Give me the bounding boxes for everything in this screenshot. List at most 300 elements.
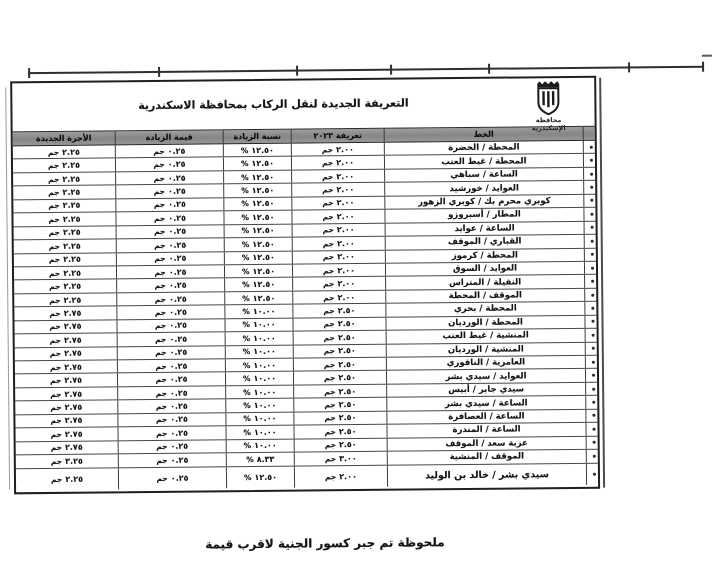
currency-label: جم [153, 160, 165, 170]
currency-label: جم [153, 200, 166, 210]
increase-pct-cell: % ١٢.٥٠ [224, 157, 292, 170]
currency-label: جم [47, 147, 60, 157]
row-marker-cell [585, 302, 600, 315]
currency-label: جم [48, 268, 61, 278]
new-fare-cell: جم ٢.٢٥ [14, 239, 117, 252]
increase-value-cell: جم ٠.٢٥ [117, 279, 225, 292]
tariff-2023-cell: جم ٢.٠٠ [295, 465, 388, 487]
increase-pct-cell: % ١٠.٠٠ [227, 439, 295, 452]
increase-value-cell: جم ٠.٢٥ [116, 144, 224, 157]
row-marker-dot [593, 428, 596, 431]
currency-label: جم [323, 292, 335, 302]
currency-label: جم [48, 201, 60, 211]
new-fare-cell: جم ٢.٢٥ [13, 172, 116, 185]
percent-sign: % [240, 159, 249, 169]
row-marker-cell [585, 221, 600, 234]
currency-label: جم [322, 185, 334, 195]
new-fare-cell: جم ٢.٧٥ [15, 387, 118, 400]
header-new-fare: الأجرة الجديدة [13, 131, 116, 145]
route-name-cell: الساعة / العصافرة [387, 410, 586, 424]
increase-value-cell: جم ٠.٢٥ [118, 386, 226, 399]
tariff-2023-cell: جم ٢.٥٠ [294, 344, 387, 357]
tariff-2023-cell: جم ٢.٠٠ [293, 250, 386, 263]
percent-sign: % [242, 293, 250, 303]
currency-label: جم [154, 267, 166, 277]
percent-sign: % [243, 414, 251, 424]
currency-label: جم [322, 239, 335, 249]
percent-sign: % [241, 199, 249, 209]
new-fare-cell: جم ٢.٧٥ [15, 360, 118, 373]
route-name-cell: الساعة / سباهي [385, 168, 584, 182]
increase-pct-cell: % ١٢.٥٠ [225, 291, 293, 304]
route-name-cell: سيدي بشر / خالد بن الوليد [388, 463, 587, 486]
increase-value-cell: جم ٠.٢٥ [117, 292, 225, 305]
currency-label: جم [154, 280, 166, 291]
new-fare-cell: جم ٢.٧٥ [15, 401, 118, 414]
currency-label: جم [155, 388, 168, 398]
row-marker-cell [585, 275, 600, 288]
route-name-cell: الساعة / المندرة [387, 423, 586, 437]
row-marker-cell [586, 383, 601, 396]
new-fare-cell: جم ٢.٢٥ [14, 266, 117, 279]
increase-value-cell: جم ٠.٢٥ [118, 413, 226, 426]
currency-label: جم [155, 375, 167, 385]
tariff-2023-cell: جم ٢.٠٠ [292, 143, 385, 156]
currency-label: جم [324, 400, 336, 410]
route-name-cell: العوايد / السوق [386, 262, 585, 276]
percent-sign: % [242, 280, 250, 290]
new-fare-cell: جم ٢.٧٥ [15, 347, 118, 360]
currency-label: جم [156, 442, 168, 452]
percent-sign: % [242, 360, 251, 370]
new-fare-cell: جم ٢.٢٥ [14, 293, 117, 306]
route-name-cell: القباري / الموقف [386, 235, 585, 249]
currency-label: جم [155, 334, 167, 344]
row-marker-cell [584, 181, 599, 194]
tariff-2023-cell: جم ٢.٠٠ [292, 170, 385, 183]
currency-label: جم [324, 413, 336, 423]
percent-sign: % [246, 454, 254, 464]
increase-pct-cell: % ١٢.٥٠ [225, 251, 293, 264]
increase-pct-cell: % ١٠.٠٠ [226, 426, 294, 439]
increase-pct-cell: % ١٢.٥٠ [224, 144, 292, 157]
currency-label: جم [47, 161, 60, 171]
currency-label: جم [323, 346, 336, 356]
row-marker-cell [585, 248, 600, 261]
row-marker-dot [592, 387, 595, 390]
currency-label: جم [48, 241, 61, 251]
route-name-cell: العوايد / سيدي بشر [387, 369, 586, 383]
route-name-cell: كوبري محرم بك / كوبري الزهور [385, 195, 584, 209]
strip-tick [158, 67, 160, 77]
row-marker-dot [591, 293, 594, 296]
fare-table [10, 76, 600, 495]
increase-pct-cell: % ١٠.٠٠ [226, 332, 294, 345]
route-name-cell: العامرية / الناقوري [387, 356, 586, 370]
tariff-2023-cell: جم ٢.٠٠ [293, 291, 386, 304]
new-fare-cell: جم ٢.٧٥ [15, 333, 118, 346]
increase-value-cell: جم ٠.٢٥ [117, 238, 225, 251]
currency-label: جم [48, 174, 60, 184]
currency-label: جم [153, 186, 166, 197]
row-marker-dot [592, 414, 595, 417]
row-marker-dot [590, 159, 593, 162]
new-fare-cell: جم ٢.٧٥ [14, 307, 117, 320]
percent-sign: % [241, 253, 250, 263]
currency-label: جم [48, 187, 60, 198]
new-fare-cell: جم ٢.٢٥ [13, 159, 116, 172]
currency-label: جم [50, 416, 62, 426]
row-marker-dot [592, 347, 595, 350]
increase-pct-cell: % ١٢.٥٠ [224, 211, 292, 224]
currency-label: جم [48, 214, 60, 224]
currency-label: جم [322, 225, 334, 235]
strip-tick [28, 68, 30, 78]
scan-top-strip [28, 66, 704, 74]
currency-label: جم [155, 361, 167, 371]
increase-pct-cell: % ٨.٣٣ [227, 453, 295, 466]
currency-label: جم [49, 322, 61, 332]
increase-pct-cell: % ١٠.٠٠ [226, 412, 294, 425]
increase-pct-cell: % ١٢.٥٠ [225, 265, 293, 278]
currency-label: جم [154, 254, 166, 264]
row-marker-dot [590, 213, 593, 216]
percent-sign: % [243, 401, 251, 411]
route-name-cell: المحطة / غيط العنب [385, 154, 584, 168]
currency-label: جم [324, 440, 337, 450]
route-name-cell: الساعة / عوايد [386, 221, 585, 235]
currency-label: جم [49, 349, 62, 359]
increase-pct-cell: % ١٢.٥٠ [224, 171, 292, 184]
header-serial [584, 127, 599, 140]
currency-label: جم [50, 429, 62, 439]
route-name-cell: المطار / أسبروزو [385, 208, 584, 222]
currency-label: جم [323, 306, 335, 316]
route-name-cell: المحطة / الحضرة [385, 141, 584, 155]
new-fare-cell: جم ٢.٢٥ [13, 213, 116, 226]
new-fare-cell: جم ٢.٧٥ [16, 428, 119, 441]
tariff-2023-cell: جم ٢.٥٠ [293, 317, 386, 330]
new-fare-cell: جم ٢.٢٥ [16, 468, 119, 490]
new-fare-cell: جم ٢.٢٥ [13, 145, 116, 158]
row-marker-dot [590, 145, 593, 148]
percent-sign: % [243, 472, 252, 482]
increase-pct-cell: % ١٠.٠٠ [226, 359, 294, 372]
route-name-cell: عزبة سعد / الموقف [388, 436, 587, 450]
fare-table-body [13, 141, 598, 493]
currency-label: جم [323, 333, 335, 343]
row-marker-cell [587, 436, 602, 449]
route-name-cell: الموقف / المنشية [388, 450, 587, 464]
tariff-2023-cell: جم ٣.٠٠ [295, 452, 388, 465]
tariff-2023-cell: جم ٢.٥٠ [294, 385, 387, 398]
row-marker-dot [591, 253, 594, 256]
increase-value-cell: جم ٠.٢٥ [118, 359, 226, 372]
increase-value-cell: جم ٠.٢٥ [116, 171, 224, 184]
row-marker-cell [585, 289, 600, 302]
currency-label: جم [155, 415, 168, 425]
increase-pct-cell: % ١٢.٥٠ [224, 197, 292, 210]
percent-sign: % [241, 186, 249, 196]
currency-label: جم [49, 281, 61, 292]
row-marker-cell [586, 342, 601, 355]
row-marker-dot [590, 186, 593, 189]
increase-pct-cell: % ١٠.٠٠ [226, 345, 294, 358]
route-name-cell: المحطة / بحري [386, 302, 585, 316]
currency-label: جم [323, 359, 336, 370]
tariff-2023-cell: جم ٢.٥٠ [294, 425, 387, 438]
tariff-2023-cell: جم ٢.٥٠ [294, 331, 387, 344]
row-marker-dot [593, 441, 596, 444]
tariff-2023-cell: جم ٢.٠٠ [292, 197, 385, 210]
route-name-cell: العوايد / خورشيد [385, 181, 584, 195]
currency-label: جم [156, 428, 168, 438]
header-increase-pct: نسبة الزيادة [224, 130, 292, 144]
percent-sign: % [241, 212, 250, 223]
row-marker-dot [591, 266, 594, 269]
currency-label: جم [48, 228, 60, 238]
tariff-2023-cell: جم ٢.٥٠ [294, 358, 387, 371]
increase-pct-cell: % ١٢.٥٠ [225, 238, 293, 251]
percent-sign: % [240, 145, 249, 155]
percent-sign: % [241, 266, 250, 276]
logo-caption: محافظة الإسكندرية [531, 116, 566, 133]
tariff-2023-cell: جم ٢.٠٠ [293, 237, 386, 250]
row-marker-cell [586, 423, 601, 436]
currency-label: جم [48, 255, 61, 265]
row-marker-cell [584, 154, 599, 167]
currency-label: جم [49, 308, 61, 318]
currency-label: جم [49, 335, 62, 345]
tariff-2023-cell: جم ٢.٠٠ [293, 277, 386, 290]
currency-label: جم [155, 348, 167, 358]
percent-sign: % [242, 307, 250, 317]
currency-label: جم [50, 389, 62, 399]
route-name-cell: الساعة / سيدي بشر [387, 396, 586, 410]
table-row [16, 463, 598, 490]
increase-pct-cell: % ١٢.٥٠ [224, 184, 292, 197]
strip-tick [488, 64, 490, 74]
percent-sign: % [241, 226, 250, 236]
percent-sign: % [242, 374, 251, 384]
currency-label: جم [156, 473, 168, 483]
new-fare-cell: جم ٢.٢٥ [13, 199, 116, 212]
strip-tick [390, 65, 392, 75]
increase-value-cell: جم ٠.٢٥ [117, 225, 225, 238]
header-line: الخط [385, 127, 584, 142]
row-marker-cell [584, 194, 599, 207]
header-tariff-2023: تعريفة ٢٠٢٣ [292, 129, 385, 143]
route-name-cell: الموقف / المحطة [386, 289, 585, 303]
new-fare-cell: جم ٢.٧٥ [16, 441, 119, 454]
currency-label: جم [322, 252, 335, 262]
percent-sign: % [243, 387, 251, 397]
increase-pct-cell: % ١٢.٥٠ [225, 224, 293, 237]
increase-value-cell: جم ٠.٢٥ [118, 373, 226, 386]
row-marker-cell [586, 396, 601, 409]
currency-label: جم [321, 158, 334, 168]
row-marker-cell [585, 315, 600, 328]
governorate-crest-icon [533, 80, 563, 116]
route-name-cell: المحطة / كرموز [386, 248, 585, 262]
increase-value-cell: جم ٠.٢٥ [117, 265, 225, 278]
table-title-bar [12, 78, 594, 133]
percent-sign: % [241, 172, 249, 182]
row-marker-cell [584, 141, 599, 154]
page-title: التعريفة الجديدة لنقل الركاب بمحافظة الاسكندرية [138, 96, 409, 113]
currency-label: جم [50, 474, 63, 484]
new-fare-cell: جم ٢.٧٥ [14, 320, 117, 333]
row-marker-cell [587, 450, 602, 463]
tariff-2023-cell: جم ٢.٠٠ [293, 223, 386, 236]
currency-label: جم [50, 402, 62, 413]
increase-pct-cell: % ١٢.٥٠ [227, 466, 295, 488]
percent-sign: % [241, 239, 250, 249]
currency-label: جم [322, 171, 334, 181]
currency-label: جم [49, 362, 62, 372]
currency-label: جم [323, 373, 336, 383]
scan-edge-line-left [5, 87, 10, 489]
row-marker-dot [590, 199, 593, 202]
increase-value-cell: جم ٠.٢٥ [118, 346, 226, 359]
increase-pct-cell: % ١٠.٠٠ [226, 372, 294, 385]
increase-value-cell: جم ٠.٢٥ [117, 319, 225, 332]
increase-value-cell: جم ٠.٢٥ [116, 198, 224, 211]
percent-sign: % [243, 427, 252, 438]
tariff-2023-cell: جم ٢.٥٠ [294, 398, 387, 411]
row-marker-dot [592, 334, 595, 337]
tariff-2023-cell: جم ٢.٥٠ [294, 411, 387, 424]
currency-label: جم [154, 294, 167, 304]
row-marker-dot [592, 374, 595, 377]
row-marker-dot [592, 360, 595, 363]
currency-label: جم [155, 401, 168, 411]
tariff-2023-cell: جم ٢.٥٠ [294, 371, 387, 384]
increase-value-cell: جم ٠.٢٥ [117, 252, 225, 265]
currency-label: جم [324, 427, 336, 437]
row-marker-dot [591, 240, 594, 243]
currency-label: جم [322, 212, 334, 222]
tariff-2023-cell: جم ٢.٠٠ [292, 183, 385, 196]
currency-label: جم [323, 279, 335, 289]
increase-pct-cell: % ١٢.٥٠ [225, 278, 293, 291]
increase-value-cell: جم ٠.٢٥ [117, 306, 225, 319]
currency-label: جم [49, 295, 61, 305]
row-marker-cell [585, 262, 600, 275]
currency-label: جم [322, 198, 334, 208]
percent-sign: % [243, 441, 252, 451]
strip-tick [296, 66, 298, 76]
row-marker-dot [591, 280, 594, 283]
new-fare-cell: جم ٢.٢٥ [14, 226, 117, 239]
new-fare-cell: جم ٢.٢٥ [13, 186, 116, 199]
new-fare-cell: جم ٢.٧٥ [15, 414, 118, 427]
percent-sign: % [242, 347, 251, 357]
row-marker-dot [591, 226, 594, 229]
currency-label: جم [154, 321, 167, 331]
increase-pct-cell: % ١٠.٠٠ [226, 399, 294, 412]
increase-pct-cell: % ١٠.٠٠ [225, 305, 293, 318]
increase-value-cell: جم ٠.٢٥ [119, 440, 227, 453]
new-fare-cell: جم ٣.٢٥ [16, 454, 119, 467]
route-name-cell: المنشية / الورديان [387, 342, 586, 356]
increase-pct-cell: % ١٠.٠٠ [226, 386, 294, 399]
scan-corner-artifact [702, 55, 712, 57]
tariff-2023-cell: جم ٢.٥٠ [295, 438, 388, 451]
tariff-2023-cell: جم ٢.٠٠ [293, 264, 386, 277]
currency-label: جم [324, 471, 337, 481]
increase-value-cell: جم ٠.٢٥ [116, 211, 224, 224]
row-marker-cell [584, 208, 599, 221]
strip-tick [702, 62, 704, 72]
tariff-2023-cell: جم ٢.٥٠ [293, 304, 386, 317]
row-marker-dot [590, 172, 593, 175]
currency-label: جم [50, 456, 63, 466]
strip-tick [628, 62, 630, 72]
row-marker-dot [592, 401, 595, 404]
percent-sign: % [242, 320, 251, 330]
new-fare-cell: جم ٢.٢٥ [14, 280, 117, 293]
row-marker-cell [586, 409, 601, 422]
currency-label: جم [324, 454, 337, 464]
increase-pct-cell: % ١٠.٠٠ [225, 318, 293, 331]
currency-label: جم [153, 213, 166, 223]
row-marker-cell [587, 463, 602, 484]
new-fare-cell: جم ٢.٧٥ [15, 374, 118, 387]
increase-value-cell: جم ٠.٢٥ [119, 453, 227, 466]
new-fare-cell: جم ٢.٢٥ [14, 253, 117, 266]
increase-value-cell: جم ٠.٢٥ [116, 185, 224, 198]
tariff-2023-cell: جم ٢.٠٠ [292, 156, 385, 169]
currency-label: جم [324, 386, 336, 396]
currency-label: جم [153, 173, 165, 183]
percent-sign: % [242, 333, 251, 343]
currency-label: جم [322, 265, 335, 276]
currency-label: جم [156, 455, 168, 465]
increase-value-cell: جم ٠.٢٥ [116, 158, 224, 171]
currency-label: جم [50, 376, 62, 386]
row-marker-dot [591, 307, 594, 310]
increase-value-cell: جم ٠.٢٥ [118, 332, 226, 345]
tariff-2023-cell: جم ٢.٠٠ [292, 210, 385, 223]
header-increase-value: قيمة الزيادة [116, 130, 224, 144]
row-marker-cell [584, 168, 599, 181]
row-marker-cell [586, 369, 601, 382]
increase-value-cell: جم ٠.٢٥ [118, 400, 226, 413]
route-name-cell: النفيلة / المتراس [386, 275, 585, 289]
footer-note: ملحوظة تم جبر كسور الجنية لاقرب قيمة [205, 535, 445, 552]
row-marker-dot [593, 472, 596, 475]
row-marker-dot [593, 455, 596, 458]
currency-label: جم [153, 146, 165, 156]
currency-label: جم [50, 443, 63, 453]
currency-label: جم [154, 307, 167, 317]
currency-label: جم [154, 240, 166, 250]
row-marker-cell [586, 329, 601, 342]
route-name-cell: المحطة / الورديان [386, 316, 585, 330]
increase-value-cell: جم ٠.٢٥ [119, 426, 227, 439]
route-name-cell: سيدي جابر / أبيس [387, 383, 586, 397]
currency-label: جم [154, 227, 166, 237]
row-marker-cell [586, 356, 601, 369]
row-marker-cell [585, 235, 600, 248]
currency-label: جم [323, 319, 335, 329]
governorate-logo [522, 80, 574, 132]
increase-value-cell: جم ٠.٢٥ [119, 467, 227, 489]
route-name-cell: المنشية / غيط العنب [387, 329, 586, 343]
row-marker-dot [591, 320, 594, 323]
currency-label: جم [321, 144, 334, 155]
